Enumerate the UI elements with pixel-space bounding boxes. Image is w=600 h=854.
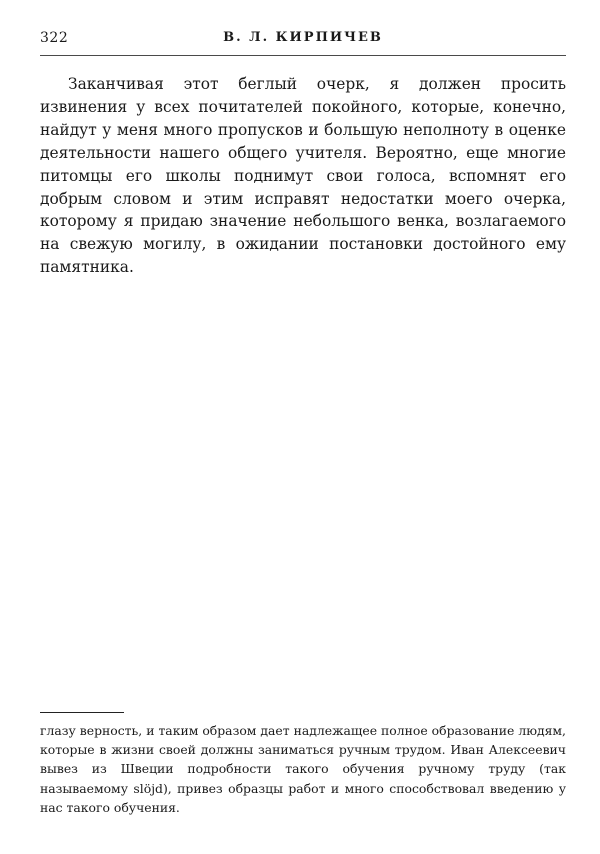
footnote-text: глазу верность, и таким образом дает надлежащее полное образование людям, которые в жизни своей должны заниматься ручным трудом. Иван Алексеевич вывез из Швеции подробности такого обучения ручному труду (так называемому slöjd), привез образцы работ и много способствовал введению у нас такого обучения. <box>40 723 566 815</box>
main-text <box>40 73 566 279</box>
footnote <box>40 721 566 817</box>
header-rule <box>40 55 566 56</box>
page-number: 322 <box>40 30 69 46</box>
body-paragraph: Заканчивая этот беглый очерк, я должен просить извинения у всех почитателей покойного, которые, конечно, найдут у меня много пропусков и большую неполноту в оценке деятельности нашего общего учителя. Вероятно, еще многие питомцы его школы поднимут свои голоса, вспомнят его добрым словом и этим исправят недостатки моего очерка, которому я придаю значение небольшого венка, возлагаемого на свежую могилу, в ожидании постановки достойного ему памятника. <box>40 75 566 277</box>
running-head <box>40 30 566 50</box>
footnote-rule <box>40 712 124 713</box>
running-title: В. Л. КИРПИЧЕВ <box>223 30 383 45</box>
